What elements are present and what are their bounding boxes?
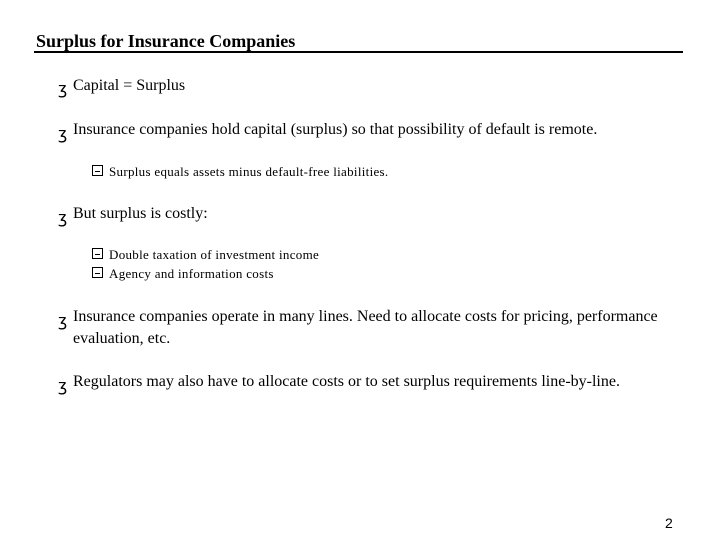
checkbox-icon — [92, 165, 103, 176]
title-divider — [34, 51, 683, 53]
checkbox-icon — [92, 248, 103, 259]
checkbox-icon — [92, 267, 103, 278]
sub-item-label: Double taxation of investment income — [109, 247, 320, 262]
sub-item-label: Agency and information costs — [109, 266, 274, 281]
bullet-text: Insurance companies hold capital (surplus) so that possibility of default is remote. — [73, 121, 598, 138]
bullet-text: Insurance companies operate in many lines. Need to allocate costs for pricing, performance evaluation, etc. — [73, 308, 658, 347]
slide-title: Surplus for Insurance Companies — [36, 31, 296, 51]
bullet-text: Capital = Surplus — [73, 77, 186, 94]
sub-item — [92, 264, 274, 283]
bullet-icon: ʒ — [58, 79, 68, 98]
bullet-icon: ʒ — [58, 124, 68, 143]
sub-item-label: Surplus equals assets minus default-free liabilities. — [109, 164, 389, 179]
sub-item — [92, 245, 319, 264]
bullet-text: Regulators may also have to allocate costs or to set surplus requirements line-by-line. — [73, 373, 620, 390]
sub-item — [92, 162, 388, 181]
bullet-text: But surplus is costly: — [73, 205, 208, 222]
page-number: 2 — [665, 515, 673, 531]
bullet-icon: ʒ — [58, 376, 68, 395]
bullet-icon: ʒ — [58, 311, 68, 330]
bullet-icon: ʒ — [58, 208, 68, 227]
